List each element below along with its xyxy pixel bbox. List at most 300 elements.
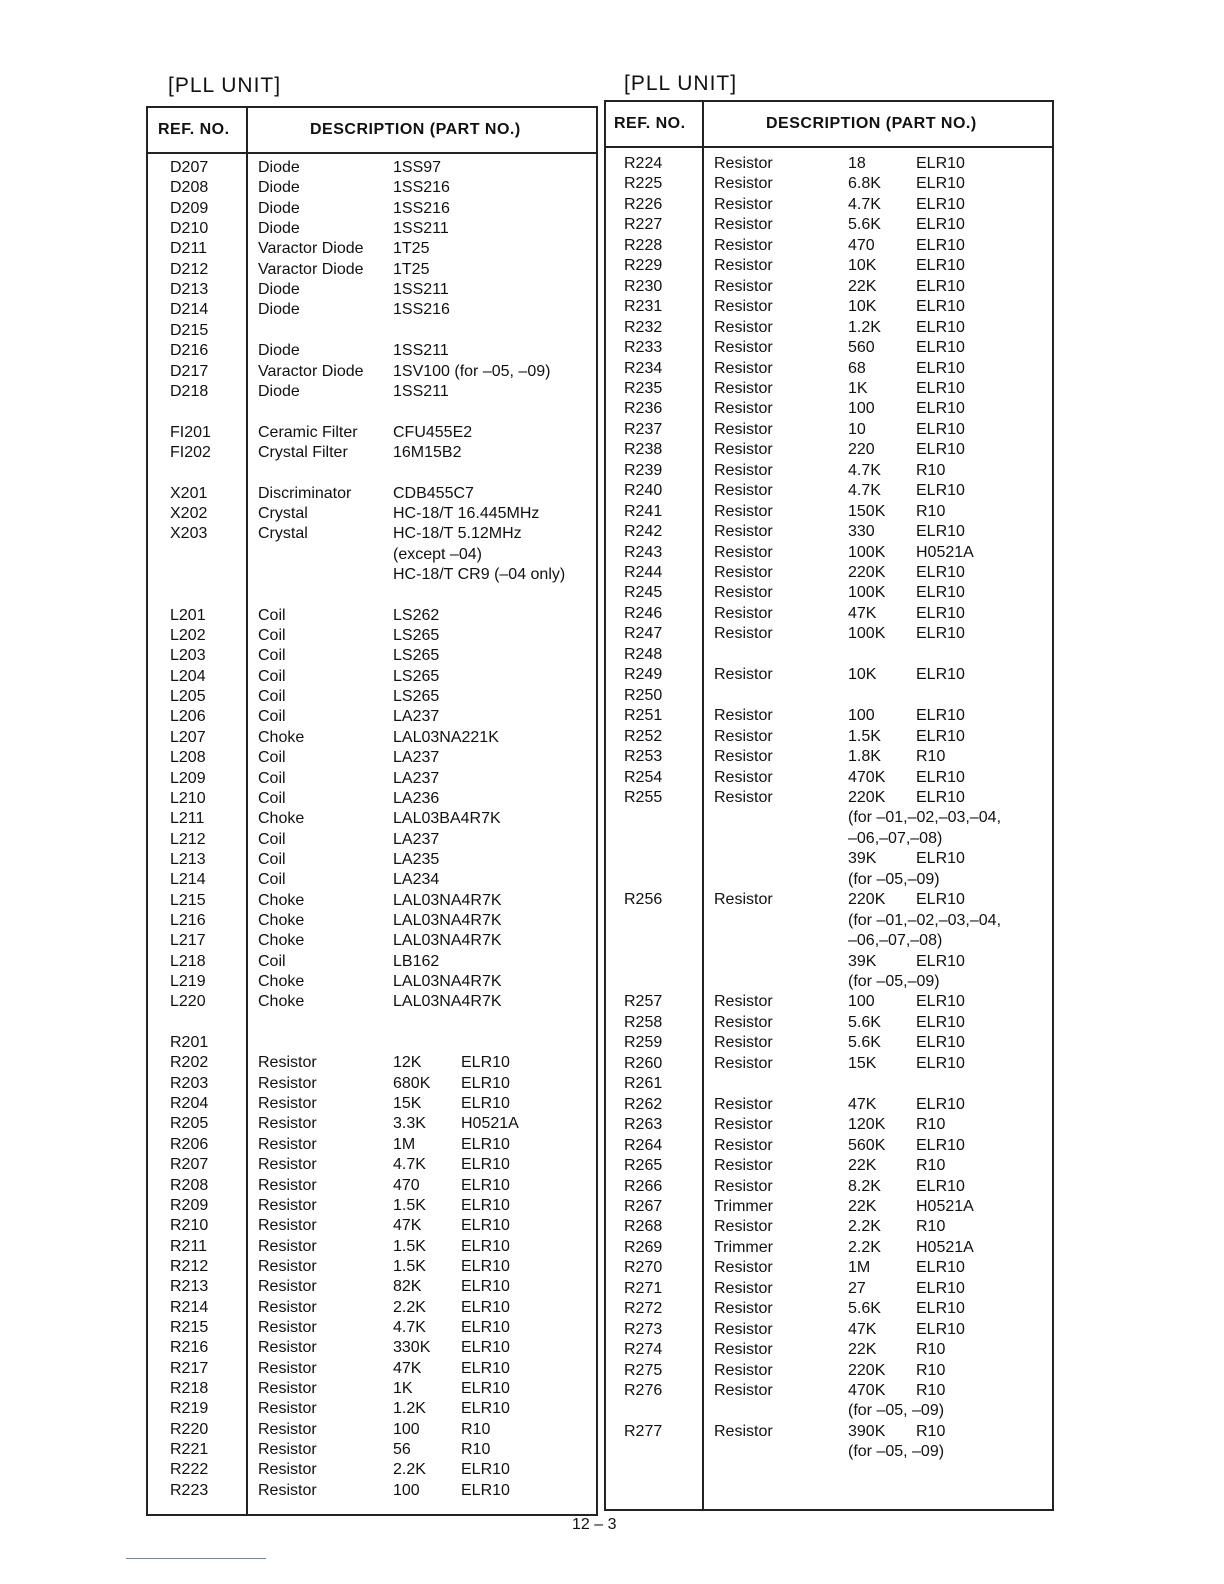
value-cell: ELR10 — [916, 339, 965, 357]
value-cell: R10 — [916, 1157, 946, 1175]
ref-cell: R225 — [624, 175, 663, 193]
part-cell: 220K — [848, 564, 886, 581]
desc-cell: Coil — [258, 708, 286, 726]
table-row — [148, 626, 596, 646]
ref-cell: D214 — [170, 301, 209, 319]
value-cell: ELR10 — [916, 195, 965, 213]
table-row — [148, 1114, 596, 1134]
table-row — [148, 524, 596, 544]
part-cell: LS265 — [393, 647, 440, 665]
table-row — [606, 1258, 1052, 1278]
ref-cell: R259 — [624, 1034, 663, 1052]
desc-cell: Coil — [258, 647, 286, 665]
part-cell: 22K — [848, 277, 877, 295]
ref-cell: R254 — [624, 768, 663, 786]
desc-cell: Resistor — [258, 1380, 317, 1397]
value-cell: ELR10 — [916, 359, 965, 377]
ref-cell: R235 — [624, 379, 663, 397]
value-cell: ELR10 — [916, 707, 965, 725]
desc-cell: Coil — [258, 606, 286, 624]
value-cell: ELR10 — [916, 604, 965, 622]
value-cell: H0521A — [916, 1197, 974, 1215]
desc-cell: Choke — [258, 728, 305, 746]
value-cell: ELR10 — [916, 1300, 965, 1318]
part-cell: 470K — [848, 1382, 886, 1399]
table-row — [148, 606, 596, 626]
value-cell: ELR10 — [916, 298, 965, 316]
ref-cell: R202 — [170, 1054, 209, 1072]
desc-cell: Diode — [258, 281, 300, 299]
part-cell: 3.3K — [393, 1115, 426, 1133]
table-row — [148, 911, 596, 931]
part-cell: 220K — [848, 891, 886, 909]
part-cell: 1.2K — [393, 1400, 426, 1418]
part-cell: (for –01,–02,–03,–04, — [848, 911, 1002, 929]
part-cell: 1SS211 — [393, 220, 449, 238]
part-cell: 8.2K — [848, 1177, 881, 1195]
table-row — [148, 158, 596, 178]
part-cell: 1SV100 (for –05, –09) — [393, 362, 551, 380]
desc-cell: Coil — [258, 688, 286, 706]
desc-cell: Resistor — [714, 666, 773, 684]
table-row — [148, 1176, 596, 1196]
ref-cell: L219 — [170, 973, 206, 990]
desc-cell: Varactor Diode — [258, 240, 364, 258]
desc-cell: Diode — [258, 301, 300, 319]
table-row — [148, 850, 596, 870]
desc-cell: Coil — [258, 830, 286, 848]
table-row — [148, 972, 596, 992]
table-row — [148, 1460, 596, 1480]
ref-cell: R272 — [624, 1300, 663, 1318]
part-cell: 15K — [393, 1095, 422, 1113]
part-cell: 39K — [848, 952, 877, 970]
part-cell: HC-18/T 16.445MHz — [393, 504, 540, 522]
ref-cell: L201 — [170, 606, 206, 624]
table-row — [148, 1359, 596, 1379]
value-cell: R10 — [916, 1361, 946, 1379]
desc-cell: Resistor — [258, 1481, 317, 1499]
value-cell: R10 — [916, 502, 946, 520]
desc-cell: Resistor — [714, 1136, 773, 1154]
ref-cell: R203 — [170, 1074, 209, 1092]
table-row — [606, 359, 1052, 379]
value-cell: ELR10 — [916, 1054, 965, 1072]
table-row — [606, 890, 1052, 910]
desc-cell: Crystal Filter — [258, 443, 348, 461]
ref-cell: R220 — [170, 1420, 209, 1438]
ref-cell: R224 — [624, 155, 663, 172]
ref-cell: L209 — [170, 769, 206, 787]
desc-cell: Resistor — [714, 1054, 773, 1072]
desc-cell: Resistor — [714, 257, 773, 275]
desc-cell: Resistor — [714, 768, 773, 786]
desc-cell: Resistor — [714, 420, 773, 438]
desc-cell: Resistor — [258, 1318, 317, 1336]
ref-cell: R213 — [170, 1278, 209, 1296]
desc-cell: Resistor — [714, 1422, 773, 1440]
table-row — [148, 260, 596, 280]
value-cell: H0521A — [461, 1115, 519, 1133]
desc-cell: Resistor — [714, 1157, 773, 1175]
value-cell: H0521A — [916, 543, 974, 561]
desc-cell: Discriminator — [258, 484, 352, 502]
ref-cell: R216 — [170, 1339, 209, 1357]
table-row — [606, 1320, 1052, 1340]
ref-cell: R242 — [624, 523, 663, 541]
desc-cell: Crystal — [258, 504, 308, 522]
ref-cell: L215 — [170, 891, 206, 909]
value-cell: ELR10 — [916, 482, 965, 500]
table-row — [148, 1094, 596, 1114]
ref-cell: L204 — [170, 667, 206, 685]
table-row — [606, 543, 1052, 563]
left-header-ref: REF. NO. — [158, 121, 230, 138]
table-row — [148, 1196, 596, 1216]
desc-cell: Coil — [258, 789, 286, 807]
ref-cell: R233 — [624, 339, 663, 357]
desc-cell: Resistor — [714, 1382, 773, 1399]
ref-cell: L206 — [170, 708, 206, 726]
table-row — [606, 420, 1052, 440]
table-row — [606, 1074, 1052, 1094]
value-cell: R10 — [916, 1341, 946, 1359]
table-row — [606, 1197, 1052, 1217]
value-cell: ELR10 — [461, 1278, 510, 1296]
table-row — [606, 379, 1052, 399]
value-cell: ELR10 — [461, 1217, 510, 1235]
desc-cell: Resistor — [258, 1420, 317, 1438]
table-row — [606, 972, 1052, 992]
value-cell: ELR10 — [916, 1259, 965, 1277]
part-cell: (for –01,–02,–03,–04, — [848, 809, 1002, 827]
ref-cell: L205 — [170, 688, 206, 706]
part-cell: 47K — [393, 1359, 422, 1377]
desc-cell: Resistor — [258, 1074, 317, 1092]
ref-cell: R248 — [624, 645, 663, 663]
part-cell: (for –05, –09) — [848, 1443, 945, 1461]
part-cell: LAL03NA221K — [393, 728, 499, 746]
table-row — [148, 1155, 596, 1175]
table-row — [148, 585, 596, 605]
part-cell: LAL03NA4R7K — [393, 973, 502, 990]
ref-cell: R232 — [624, 318, 663, 336]
part-cell: 12K — [393, 1054, 422, 1072]
table-row — [606, 297, 1052, 317]
ref-cell: R212 — [170, 1257, 209, 1275]
desc-cell: Resistor — [714, 564, 773, 581]
value-cell: ELR10 — [916, 564, 965, 581]
table-row — [606, 747, 1052, 767]
desc-cell: Resistor — [714, 195, 773, 213]
part-cell: 1SS211 — [393, 281, 449, 299]
table-row — [148, 280, 596, 300]
desc-cell: Resistor — [714, 1320, 773, 1338]
ref-cell: FI202 — [170, 443, 211, 461]
ref-cell: R237 — [624, 420, 663, 438]
part-cell: 1T25 — [393, 240, 430, 258]
table-row — [606, 440, 1052, 460]
part-cell: 330 — [848, 523, 875, 541]
part-cell: 5.6K — [848, 1300, 881, 1318]
ref-cell: R239 — [624, 461, 663, 479]
table-row — [606, 195, 1052, 215]
ref-cell: R257 — [624, 993, 663, 1011]
ref-cell: R244 — [624, 564, 663, 581]
value-cell: ELR10 — [461, 1339, 510, 1357]
ref-cell: R208 — [170, 1176, 209, 1194]
desc-cell: Resistor — [714, 359, 773, 377]
ref-cell: R240 — [624, 482, 663, 500]
desc-cell: Resistor — [714, 1013, 773, 1031]
table-row — [606, 1361, 1052, 1381]
desc-cell: Trimmer — [714, 1197, 773, 1215]
right-parts-table — [604, 100, 1054, 1511]
table-row — [606, 1299, 1052, 1319]
ref-cell: L208 — [170, 749, 206, 767]
value-cell: ELR10 — [461, 1380, 510, 1397]
part-cell: 4.7K — [848, 461, 881, 479]
part-cell: 100 — [848, 993, 875, 1011]
part-cell: (except –04) — [393, 545, 482, 563]
value-cell: ELR10 — [916, 625, 965, 643]
ref-cell: R204 — [170, 1095, 209, 1113]
value-cell: ELR10 — [916, 788, 965, 806]
right-table-title: [PLL UNIT] — [624, 72, 738, 95]
part-cell: 1M — [393, 1135, 416, 1153]
value-cell: R10 — [916, 1422, 946, 1440]
table-row — [148, 728, 596, 748]
ref-cell: R231 — [624, 298, 663, 316]
table-row — [606, 911, 1052, 931]
ref-cell: R260 — [624, 1054, 663, 1072]
value-cell: R10 — [916, 1116, 946, 1134]
part-cell: 47K — [848, 1320, 877, 1338]
desc-cell: Resistor — [714, 1034, 773, 1052]
desc-cell: Resistor — [714, 604, 773, 622]
value-cell: ELR10 — [916, 441, 965, 459]
part-cell: 1T25 — [393, 260, 430, 278]
ref-cell: R265 — [624, 1157, 663, 1175]
desc-cell: Choke — [258, 932, 305, 950]
table-row — [148, 1033, 596, 1053]
ref-cell: L218 — [170, 952, 206, 970]
table-row — [606, 727, 1052, 747]
ref-cell: D208 — [170, 179, 209, 197]
desc-cell: Diode — [258, 220, 300, 238]
table-row — [148, 1074, 596, 1094]
desc-cell: Resistor — [714, 543, 773, 561]
ref-cell: R226 — [624, 195, 663, 213]
desc-cell: Resistor — [258, 1359, 317, 1377]
desc-cell: Resistor — [714, 339, 773, 357]
table-row — [606, 1442, 1052, 1462]
table-row — [148, 219, 596, 239]
part-cell: 150K — [848, 502, 886, 520]
ref-cell: R247 — [624, 625, 663, 643]
table-row — [148, 646, 596, 666]
table-row — [148, 1440, 596, 1460]
table-row — [606, 1422, 1052, 1442]
table-row — [606, 1279, 1052, 1299]
value-cell: ELR10 — [916, 768, 965, 786]
table-row — [606, 174, 1052, 194]
part-cell: 68 — [848, 359, 866, 377]
ref-cell: X202 — [170, 504, 208, 522]
value-cell: R10 — [461, 1420, 491, 1438]
table-row — [148, 1379, 596, 1399]
ref-cell: R227 — [624, 216, 663, 234]
part-cell: 120K — [848, 1116, 886, 1134]
table-row — [606, 1340, 1052, 1360]
table-row — [606, 768, 1052, 788]
part-cell: LA237 — [393, 749, 440, 767]
value-cell: ELR10 — [916, 666, 965, 684]
table-row — [606, 1238, 1052, 1258]
table-row — [148, 667, 596, 687]
value-cell: ELR10 — [461, 1400, 510, 1418]
table-row — [606, 829, 1052, 849]
left-table-header — [148, 108, 596, 154]
ref-cell: R250 — [624, 686, 663, 704]
table-row — [148, 565, 596, 585]
desc-cell: Ceramic Filter — [258, 423, 358, 441]
value-cell: ELR10 — [916, 420, 965, 438]
table-row — [148, 891, 596, 911]
part-cell: LAL03NA4R7K — [393, 891, 502, 909]
part-cell: 1.5K — [393, 1196, 426, 1214]
value-cell: ELR10 — [916, 891, 965, 909]
ref-cell: FI201 — [170, 423, 211, 441]
ref-cell: R251 — [624, 707, 663, 725]
value-cell: ELR10 — [916, 1034, 965, 1052]
desc-cell: Resistor — [258, 1176, 317, 1194]
ref-cell: R219 — [170, 1400, 209, 1418]
desc-cell: Coil — [258, 952, 286, 970]
value-cell: R10 — [916, 748, 946, 766]
table-row — [148, 1420, 596, 1440]
part-cell: 1K — [848, 379, 868, 397]
part-cell: 4.7K — [848, 195, 881, 213]
part-cell: 10K — [848, 666, 877, 684]
part-cell: 100K — [848, 543, 886, 561]
table-row — [606, 563, 1052, 583]
table-row — [148, 992, 596, 1012]
table-row — [606, 686, 1052, 706]
table-row — [606, 318, 1052, 338]
part-cell: 5.6K — [848, 216, 881, 234]
desc-cell: Resistor — [714, 175, 773, 193]
part-cell: 1SS97 — [393, 159, 442, 176]
table-row — [148, 1338, 596, 1358]
ref-cell: L211 — [170, 810, 205, 828]
part-cell: 2.2K — [393, 1298, 426, 1316]
ref-cell: D210 — [170, 220, 209, 238]
desc-cell: Choke — [258, 891, 305, 909]
desc-cell: Resistor — [258, 1257, 317, 1275]
ref-cell: D216 — [170, 342, 209, 360]
table-row — [148, 443, 596, 463]
desc-cell: Resistor — [714, 461, 773, 479]
part-cell: 10K — [848, 257, 877, 275]
part-cell: LS265 — [393, 667, 440, 685]
part-cell: 1SS216 — [393, 301, 450, 319]
table-row — [148, 463, 596, 483]
desc-cell: Resistor — [714, 707, 773, 725]
part-cell: 1SS216 — [393, 179, 450, 197]
value-cell: ELR10 — [916, 216, 965, 234]
table-row — [606, 215, 1052, 235]
desc-cell: Resistor — [714, 155, 773, 172]
ref-cell: X203 — [170, 525, 208, 543]
part-cell: 16M15B2 — [393, 443, 462, 461]
desc-cell: Resistor — [714, 625, 773, 643]
table-row — [606, 1177, 1052, 1197]
part-cell: 100 — [393, 1420, 420, 1438]
ref-cell: R215 — [170, 1318, 209, 1336]
desc-cell: Resistor — [714, 400, 773, 418]
ref-cell: D212 — [170, 260, 209, 278]
part-cell: 390K — [848, 1422, 886, 1440]
value-cell: ELR10 — [461, 1237, 510, 1255]
desc-cell: Resistor — [714, 1116, 773, 1134]
table-row — [606, 604, 1052, 624]
value-cell: ELR10 — [461, 1257, 510, 1275]
desc-cell: Coil — [258, 749, 286, 767]
table-row — [606, 1013, 1052, 1033]
desc-cell: Diode — [258, 382, 300, 400]
desc-cell: Resistor — [258, 1196, 317, 1214]
table-row — [148, 1053, 596, 1073]
ref-cell: R253 — [624, 748, 663, 766]
ref-cell: D218 — [170, 382, 209, 400]
part-cell: LA234 — [393, 871, 440, 889]
desc-cell: Resistor — [714, 298, 773, 316]
table-row — [148, 830, 596, 850]
part-cell: 100K — [848, 625, 886, 643]
ref-cell: R221 — [170, 1441, 209, 1459]
value-cell: ELR10 — [916, 523, 965, 541]
table-row — [606, 1095, 1052, 1115]
ref-cell: R241 — [624, 502, 663, 520]
table-row — [606, 583, 1052, 603]
ref-cell: L220 — [170, 993, 206, 1011]
ref-cell: R264 — [624, 1136, 663, 1154]
part-cell: CDB455C7 — [393, 484, 474, 502]
table-row — [148, 952, 596, 972]
ref-cell: L217 — [170, 932, 206, 950]
table-row — [148, 1257, 596, 1277]
table-row — [148, 199, 596, 219]
ref-cell: D217 — [170, 362, 209, 380]
page-number: 12 – 3 — [572, 1516, 617, 1533]
value-cell: ELR10 — [916, 277, 965, 295]
desc-cell: Resistor — [714, 441, 773, 459]
desc-cell: Resistor — [714, 748, 773, 766]
table-row — [148, 362, 596, 382]
value-cell: ELR10 — [916, 1279, 965, 1297]
ref-cell: R256 — [624, 891, 663, 909]
ref-cell: R209 — [170, 1196, 209, 1214]
table-row — [606, 952, 1052, 972]
part-cell: 100 — [848, 707, 875, 725]
desc-cell: Resistor — [714, 277, 773, 295]
part-cell: 10K — [848, 298, 877, 316]
ref-cell: R262 — [624, 1095, 663, 1113]
ref-cell: R234 — [624, 359, 663, 377]
table-row — [606, 788, 1052, 808]
value-cell: ELR10 — [461, 1054, 510, 1072]
